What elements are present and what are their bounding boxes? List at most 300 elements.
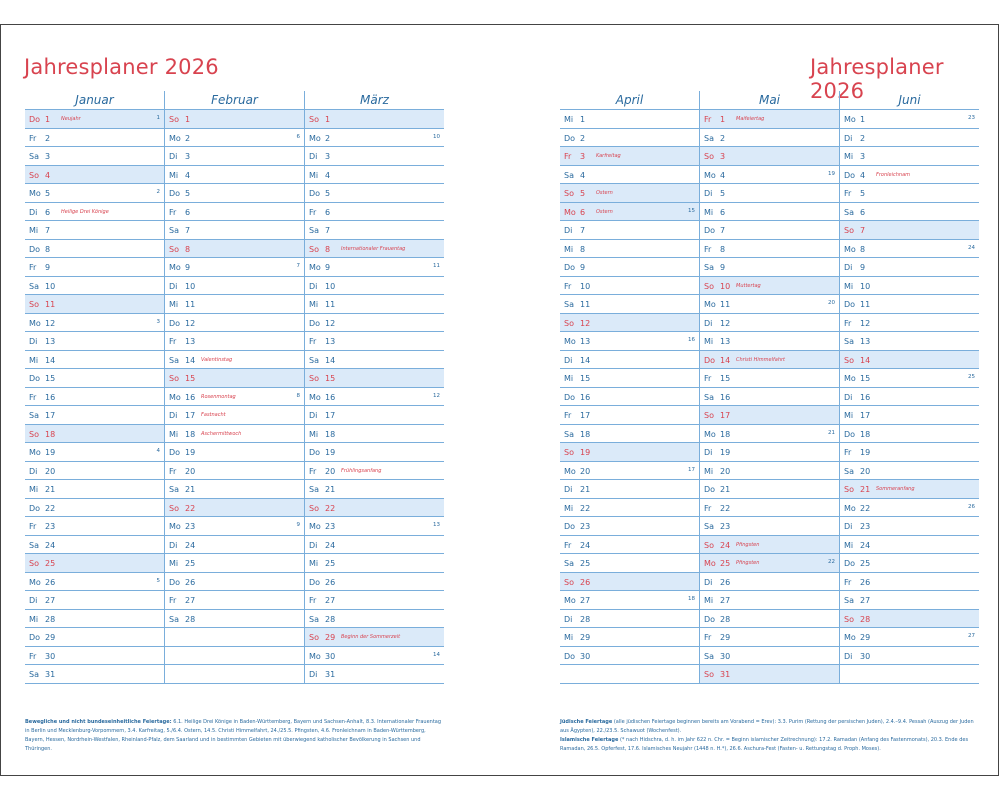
day-number: 21 [860, 485, 871, 494]
day-number: 24 [580, 540, 591, 550]
day-row [25, 665, 164, 684]
month-column [164, 91, 304, 684]
day-row [25, 388, 164, 407]
day-number: 9 [325, 263, 331, 272]
day-row [700, 610, 839, 629]
day-row [165, 536, 304, 555]
day-number: 19 [185, 448, 196, 457]
weekday: Sa [704, 522, 714, 531]
weekday: Do [704, 485, 716, 494]
weekday: Mo [704, 429, 716, 439]
weekday: Mi [29, 226, 39, 235]
day-row [305, 665, 444, 684]
month-column [699, 91, 839, 684]
right-notes-heading-1: Jüdische Feiertage [560, 719, 613, 725]
day-row [25, 110, 164, 129]
weekday: Sa [844, 337, 854, 346]
holiday-label: Heilige Drei Könige [61, 208, 109, 215]
day-row [840, 147, 979, 166]
weekday: Di [29, 337, 38, 346]
weekday: Sa [29, 670, 39, 679]
day-row [840, 314, 979, 333]
day-number: 11 [720, 300, 731, 309]
day-row [700, 277, 839, 296]
day-row [840, 591, 979, 610]
weekday: So [704, 281, 714, 291]
weekday: So [309, 633, 319, 642]
weekday: So [564, 318, 574, 328]
day-row [700, 314, 839, 333]
weekday: Mi [29, 485, 39, 494]
day-row [165, 295, 304, 314]
day-number: 11 [185, 300, 196, 309]
day-row [700, 573, 839, 592]
day-number: 21 [45, 485, 56, 494]
right-notes [560, 718, 978, 754]
day-row [165, 221, 304, 240]
holiday-label: Pfingsten [736, 560, 760, 566]
day-number: 6 [325, 207, 331, 217]
weekday: Mo [29, 318, 41, 328]
day-number: 14 [325, 355, 336, 365]
day-number: 22 [325, 503, 336, 513]
left-notes-text: 6.1. Heilige Drei Könige in Baden-Württemberg, Bayern und Sachsen-Anhalt, 8.3. Internationaler Frauentag in Berlin und Mecklenburg-Vorpommern, 3.4. Karfreitag, 5./6.4. Ostern, 14.5. Christi Himmelfahrt, 24./25.5. Pfingsten, 4.6. Fronleichnam in Baden-Württemberg, Bayern, Hessen, Nordrhein-Westfalen, Rheinland-Pfalz, dem Saarland und in bestimmten Gebieten mit überwiegend katholischer Bevölkerung in Sachsen und Thüringen. [25, 719, 442, 752]
day-row [25, 277, 164, 296]
week-number: 11 [433, 263, 440, 269]
weekday: Di [844, 522, 853, 531]
day-number: 14 [580, 355, 591, 365]
day-number: 26 [185, 577, 196, 587]
day-row [840, 369, 979, 388]
day-row [305, 517, 444, 536]
day-row [305, 166, 444, 185]
weekday: Mi [844, 281, 854, 291]
weekday: Mi [309, 429, 319, 439]
day-number: 3 [325, 152, 331, 161]
weekday: Mi [704, 596, 714, 605]
day-row [305, 480, 444, 499]
day-row [700, 129, 839, 148]
day-number: 16 [720, 392, 731, 402]
day-number: 6 [580, 207, 586, 217]
day-row [560, 277, 699, 296]
weekday: Mi [844, 540, 854, 550]
left-title: Jahresplaner 2026 [24, 55, 219, 79]
weekday: Sa [309, 226, 319, 235]
day-row [305, 240, 444, 259]
day-number: 1 [580, 115, 586, 124]
day-row [560, 406, 699, 425]
day-row [560, 536, 699, 555]
weekday: Do [29, 503, 41, 513]
weekday: Mi [29, 355, 39, 365]
day-row [305, 351, 444, 370]
weekday: Mo [29, 189, 41, 198]
day-number: 13 [185, 337, 196, 346]
weekday: Sa [564, 429, 574, 439]
day-number: 12 [720, 318, 731, 328]
week-number: 17 [688, 466, 695, 473]
day-number: 8 [325, 244, 331, 254]
day-number: 31 [325, 670, 336, 679]
weekday: Do [169, 577, 181, 587]
day-row [25, 184, 164, 203]
weekday: Do [309, 189, 321, 198]
weekday: Mo [844, 374, 856, 383]
weekday: Sa [29, 411, 39, 420]
day-number: 19 [325, 448, 336, 457]
weekday: Mo [564, 596, 576, 605]
day-row [560, 332, 699, 351]
week-number: 4 [156, 448, 160, 454]
week-number: 12 [433, 392, 440, 399]
holiday-label: Karfreitag [596, 153, 621, 159]
day-number: 26 [860, 577, 871, 587]
day-number: 14 [185, 355, 196, 365]
day-row [700, 462, 839, 481]
weekday: Do [309, 448, 321, 457]
day-number: 21 [185, 485, 196, 494]
day-number: 7 [45, 226, 51, 235]
day-row [305, 499, 444, 518]
day-number: 28 [325, 614, 336, 624]
holiday-label: Beginn der Sommerzeit [341, 634, 401, 640]
day-row [25, 369, 164, 388]
day-number: 16 [325, 392, 336, 402]
day-number: 25 [580, 559, 591, 568]
day-number: 3 [860, 152, 866, 161]
day-row [25, 221, 164, 240]
month-header: Februar [165, 91, 304, 110]
day-number: 8 [860, 244, 866, 254]
day-row [700, 388, 839, 407]
week-number: 26 [968, 503, 975, 510]
day-row [25, 314, 164, 333]
week-number: 7 [296, 263, 300, 269]
day-row [560, 647, 699, 666]
weekday: Sa [309, 614, 319, 624]
day-row [25, 406, 164, 425]
weekday: Do [29, 374, 41, 383]
day-number: 3 [45, 152, 51, 161]
day-number: 29 [860, 633, 871, 642]
day-row [560, 221, 699, 240]
day-row [305, 610, 444, 629]
weekday: Fr [29, 651, 37, 661]
weekday: Mo [844, 115, 856, 124]
day-number: 15 [185, 374, 196, 383]
weekday: So [704, 670, 714, 679]
day-number: 24 [45, 540, 56, 550]
day-row [560, 591, 699, 610]
weekday: Di [844, 651, 853, 661]
day-row [840, 277, 979, 296]
day-row [700, 480, 839, 499]
day-row [25, 295, 164, 314]
day-number: 29 [580, 633, 591, 642]
weekday: Mi [704, 337, 714, 346]
day-number: 15 [720, 374, 731, 383]
day-number: 13 [45, 337, 56, 346]
week-number: 6 [296, 133, 300, 140]
day-number: 18 [45, 429, 56, 439]
day-row [700, 517, 839, 536]
day-number: 8 [45, 244, 51, 254]
day-row [700, 295, 839, 314]
weekday: Mi [564, 374, 574, 383]
day-number: 19 [580, 448, 591, 457]
month-column [304, 91, 444, 684]
day-number: 20 [580, 466, 591, 476]
week-number: 5 [156, 577, 160, 584]
weekday: Mi [704, 207, 714, 217]
day-number: 24 [325, 540, 336, 550]
day-row [165, 554, 304, 573]
day-row [700, 536, 839, 555]
day-number: 22 [720, 503, 731, 513]
month-header: Mai [700, 91, 839, 110]
day-row [700, 406, 839, 425]
holiday-label: Valentinstag [201, 356, 233, 363]
day-number: 24 [720, 540, 731, 550]
week-number: 15 [688, 207, 695, 214]
day-number: 9 [720, 263, 726, 272]
weekday: Di [29, 207, 38, 217]
day-number: 21 [580, 485, 591, 494]
day-number: 4 [325, 170, 331, 180]
day-row [560, 166, 699, 185]
day-row [25, 129, 164, 148]
day-number: 5 [45, 189, 51, 198]
day-row [25, 517, 164, 536]
weekday: Do [29, 633, 41, 642]
day-number: 5 [580, 189, 586, 198]
day-row [25, 499, 164, 518]
day-number: 26 [580, 577, 591, 587]
week-number: 13 [433, 522, 440, 528]
weekday: So [169, 374, 179, 383]
weekday: Mo [844, 244, 856, 254]
day-row [25, 332, 164, 351]
weekday: Sa [564, 559, 574, 568]
day-row [700, 332, 839, 351]
day-row [840, 425, 979, 444]
day-number: 18 [720, 429, 731, 439]
month-header: Juni [840, 91, 979, 110]
day-number: 7 [860, 226, 866, 235]
weekday: Fr [704, 633, 712, 642]
day-row [165, 628, 304, 647]
day-number: 7 [185, 226, 191, 235]
weekday: Mi [29, 614, 39, 624]
day-row [305, 591, 444, 610]
weekday: Mo [564, 207, 576, 217]
day-number: 2 [860, 133, 866, 143]
day-row [700, 647, 839, 666]
weekday: Mo [309, 651, 321, 661]
day-row [840, 406, 979, 425]
weekday: Sa [844, 207, 854, 217]
weekday: Di [704, 448, 713, 457]
day-row [165, 610, 304, 629]
day-number: 10 [580, 281, 591, 291]
day-number: 18 [580, 429, 591, 439]
day-number: 2 [580, 133, 586, 143]
day-row [165, 517, 304, 536]
day-row [700, 554, 839, 573]
day-row [560, 517, 699, 536]
day-number: 11 [580, 300, 591, 309]
day-number: 30 [580, 651, 591, 661]
weekday: Do [309, 318, 321, 328]
day-row [560, 110, 699, 129]
week-number: 25 [968, 374, 975, 380]
weekday: Mi [169, 300, 179, 309]
day-number: 30 [860, 651, 871, 661]
weekday: Sa [169, 485, 179, 494]
day-number: 21 [325, 485, 336, 494]
weekday: Sa [844, 466, 854, 476]
day-number: 10 [860, 281, 871, 291]
weekday: Mo [169, 133, 181, 143]
day-row [840, 351, 979, 370]
day-row [305, 462, 444, 481]
day-row [560, 554, 699, 573]
day-row [700, 203, 839, 222]
weekday: Mi [564, 244, 574, 254]
weekday: Fr [704, 244, 712, 254]
day-row [840, 536, 979, 555]
month-column [25, 91, 164, 684]
day-number: 28 [185, 614, 196, 624]
weekday: So [704, 540, 714, 550]
weekday: Di [309, 281, 318, 291]
day-row [25, 351, 164, 370]
day-number: 5 [325, 189, 331, 198]
weekday: So [704, 152, 714, 161]
day-row [560, 443, 699, 462]
day-number: 24 [860, 540, 871, 550]
day-number: 2 [45, 133, 51, 143]
holiday-label: Internationaler Frauentag [341, 245, 406, 252]
weekday: So [564, 189, 574, 198]
day-number: 20 [720, 466, 731, 476]
weekday: Di [564, 355, 573, 365]
day-number: 30 [720, 651, 731, 661]
day-row [305, 406, 444, 425]
day-row [165, 332, 304, 351]
day-row [165, 591, 304, 610]
day-row [840, 295, 979, 314]
day-row [165, 129, 304, 148]
day-row [700, 591, 839, 610]
day-number: 4 [580, 170, 586, 180]
day-row [165, 203, 304, 222]
weekday: Di [309, 540, 318, 550]
weekday: Fr [564, 281, 572, 291]
weekday: Di [704, 577, 713, 587]
day-number: 9 [580, 263, 586, 272]
week-number: 16 [688, 337, 695, 343]
weekday: Mo [169, 392, 181, 402]
day-row [305, 221, 444, 240]
weekday: Mo [309, 133, 321, 143]
weekday: Mi [564, 115, 574, 124]
day-number: 23 [325, 522, 336, 531]
weekday: So [309, 244, 319, 254]
day-row [840, 166, 979, 185]
day-number: 20 [860, 466, 871, 476]
day-number: 15 [325, 374, 336, 383]
weekday: Fr [309, 466, 317, 476]
weekday: Sa [309, 485, 319, 494]
weekday: Mi [309, 170, 319, 180]
month-header: Januar [25, 91, 164, 110]
month-header: März [305, 91, 444, 110]
weekday: Sa [29, 281, 39, 291]
day-number: 1 [325, 115, 331, 124]
week-number: 18 [688, 596, 695, 602]
day-number: 17 [325, 411, 336, 420]
day-number: 23 [860, 522, 871, 531]
weekday: Do [844, 429, 856, 439]
day-number: 10 [45, 281, 56, 291]
day-number: 1 [720, 115, 726, 124]
day-number: 3 [580, 152, 586, 161]
weekday: Fr [564, 152, 572, 161]
month-column [839, 91, 979, 684]
day-row [700, 665, 839, 684]
day-row [700, 221, 839, 240]
day-row [560, 462, 699, 481]
day-row [165, 240, 304, 259]
weekday: So [29, 170, 39, 180]
day-row [305, 647, 444, 666]
weekday: Do [704, 614, 716, 624]
day-row [25, 554, 164, 573]
day-number: 14 [45, 355, 56, 365]
day-row [700, 147, 839, 166]
day-row [305, 628, 444, 647]
day-row [840, 628, 979, 647]
weekday: Mo [704, 300, 716, 309]
holiday-label: Ostern [596, 208, 613, 215]
day-number: 6 [720, 207, 726, 217]
day-number: 30 [45, 651, 56, 661]
day-row [305, 443, 444, 462]
day-row [840, 499, 979, 518]
right-notes-heading-2: Islamische Feiertage [560, 737, 619, 743]
day-number: 3 [185, 152, 191, 161]
holiday-label: Pfingsten [736, 541, 760, 548]
holiday-label: Fronleichnam [876, 171, 911, 178]
day-row [165, 147, 304, 166]
day-number: 18 [325, 429, 336, 439]
day-row [840, 388, 979, 407]
day-row [25, 240, 164, 259]
weekday: Fr [29, 392, 37, 402]
left-notes [25, 718, 443, 754]
day-number: 10 [325, 281, 336, 291]
day-number: 22 [185, 503, 196, 513]
week-number: 23 [968, 115, 975, 121]
weekday: Sa [29, 152, 39, 161]
weekday: Sa [29, 540, 39, 550]
holiday-label: Christi Himmelfahrt [736, 356, 786, 363]
day-number: 10 [720, 281, 731, 291]
holiday-label: Frühlingsanfang [341, 467, 382, 474]
weekday: Do [564, 263, 576, 272]
